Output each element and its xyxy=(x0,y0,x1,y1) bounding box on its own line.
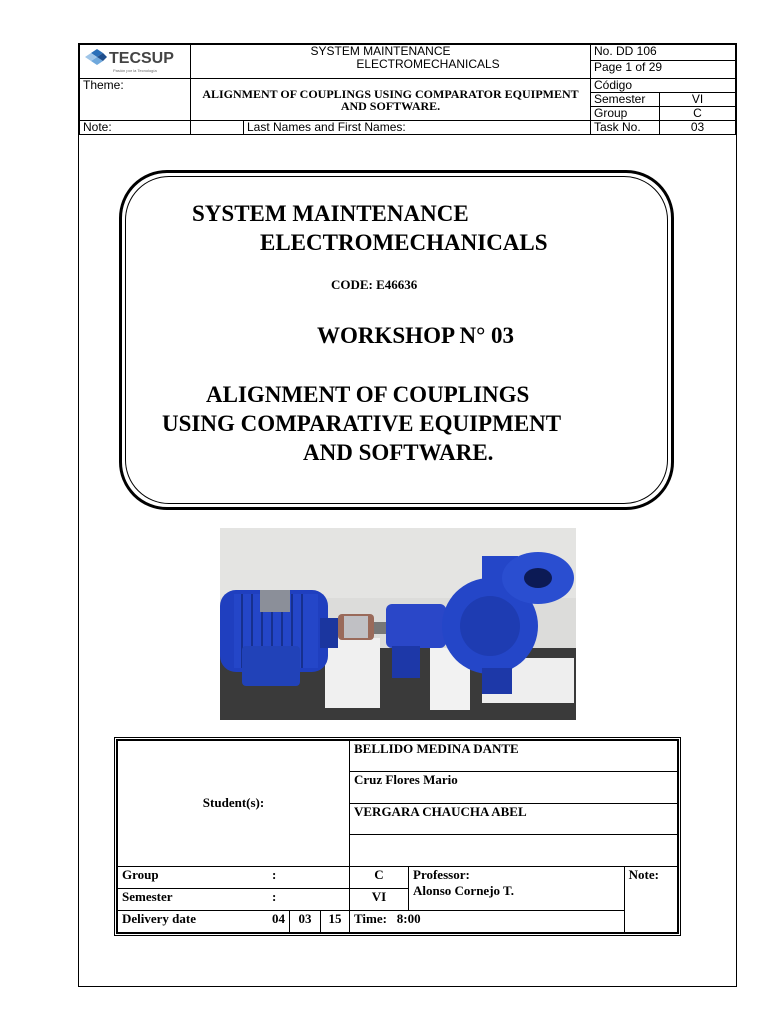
delivery-label: Delivery date xyxy=(118,910,269,932)
delivery-day: 04 xyxy=(268,910,290,932)
codigo-label: Código xyxy=(591,79,736,93)
semester-value: VI xyxy=(660,93,736,107)
note-label: Note: xyxy=(80,121,191,135)
professor-cell xyxy=(409,866,625,910)
workshop-title: WORKSHOP N° 03 xyxy=(317,323,515,348)
system-title-cell xyxy=(191,45,591,79)
semester-colon: : xyxy=(268,888,350,910)
theme-label: Theme: xyxy=(80,79,191,121)
title-box xyxy=(119,170,674,510)
task-label: Task No. xyxy=(591,121,660,135)
time-cell xyxy=(350,910,625,932)
professor-label: Professor: xyxy=(413,866,470,882)
task-value: 03 xyxy=(660,121,736,135)
group-value: C xyxy=(350,866,409,888)
logo-cell xyxy=(80,45,191,79)
semester-value: VI xyxy=(350,888,409,910)
subject-line1: ALIGNMENT OF COUPLINGS xyxy=(206,382,530,407)
student-name-3: VERGARA CHAUCHA ABEL xyxy=(350,803,678,834)
subject-line3: AND SOFTWARE. xyxy=(303,440,494,465)
pump-motor-photo xyxy=(220,528,576,720)
students-label: Student(s): xyxy=(118,741,350,867)
delivery-year: 15 xyxy=(321,910,350,932)
document-page xyxy=(78,43,737,987)
names-label: Last Names and First Names: xyxy=(244,121,591,135)
note-label: Note: xyxy=(624,866,677,932)
semester-label: Semester xyxy=(118,888,269,910)
logo-text: TECSUP xyxy=(109,50,174,67)
title-line2: ELECTROMECHANICALS xyxy=(260,230,548,255)
group-value: C xyxy=(660,107,736,121)
course-code: CODE: E46636 xyxy=(331,277,418,292)
logo-mark-icon xyxy=(85,49,107,65)
title-line1: SYSTEM MAINTENANCE xyxy=(192,201,469,226)
logo-tagline: Pasión por la Tecnología xyxy=(113,68,157,73)
semester-label: Semester xyxy=(591,93,660,107)
professor-name: Alonso Cornejo T. xyxy=(413,882,514,898)
system-line1: SYSTEM MAINTENANCE xyxy=(310,44,451,58)
student-name-1: BELLIDO MEDINA DANTE xyxy=(350,741,678,772)
student-name-2: Cruz Flores Mario xyxy=(350,772,678,803)
note-box[interactable] xyxy=(191,121,244,135)
system-line2: ELECTROMECHANICALS xyxy=(356,57,500,71)
subject-line2: USING COMPARATIVE EQUIPMENT xyxy=(162,411,562,436)
group-label: Group xyxy=(118,866,269,888)
doc-number: No. DD 106 xyxy=(591,45,736,61)
delivery-month: 03 xyxy=(290,910,321,932)
group-colon: : xyxy=(268,866,350,888)
page-number: Page 1 of 29 xyxy=(591,61,736,79)
theme-text: ALIGNMENT OF COUPLINGS USING COMPARATOR EQUIPMENT AND SOFTWARE. xyxy=(191,79,591,121)
group-label: Group xyxy=(591,107,660,121)
tecsup-logo xyxy=(83,45,181,75)
student-info-table xyxy=(114,737,681,936)
time-value: 8:00 xyxy=(396,910,421,926)
header-table xyxy=(79,44,736,135)
time-label: Time: xyxy=(354,910,387,926)
student-name-4 xyxy=(350,835,678,866)
